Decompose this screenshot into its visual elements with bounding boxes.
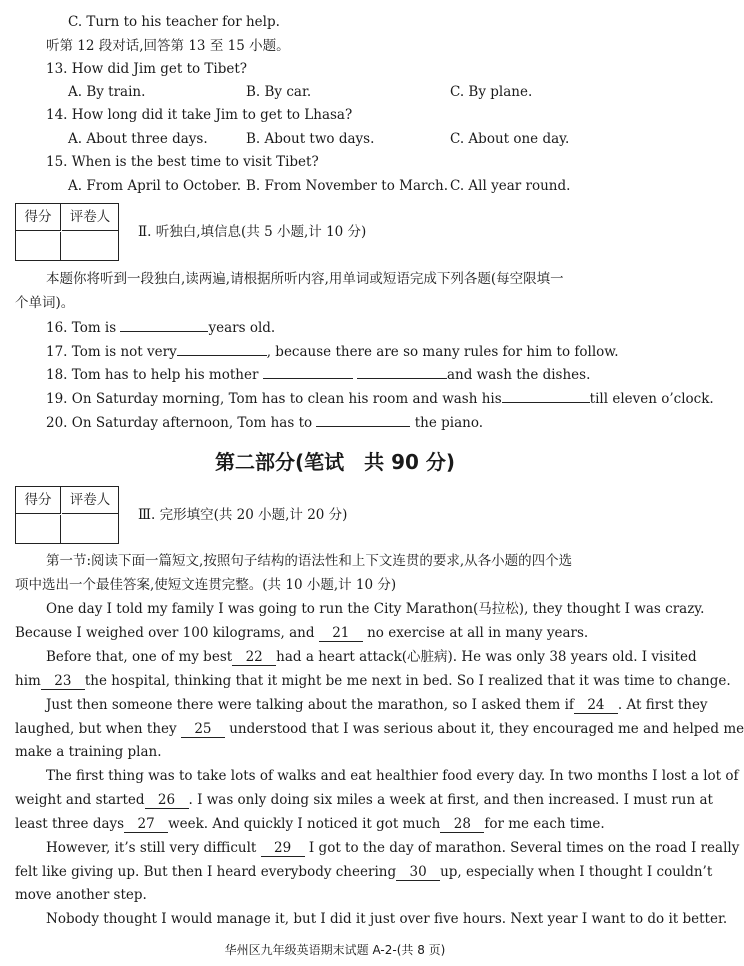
cloze-blank-29[interactable]: 29 [261,841,305,857]
part-2-title: 第二部分(笔试 共 90 分) [214,450,456,474]
passage-line: Nobody thought I would manage it, but I did it just over five hours. Next year I want to do it better. [46,911,728,927]
section-3-instruction-line2: 项中选出一个最佳答案,使短文连贯完整。(共 10 小题,计 10 分) [15,577,397,593]
cloze-blank-28[interactable]: 28 [440,817,484,833]
score-table-section-3 [15,486,119,544]
passage-line: laughed, but when they 25 understood that I was serious about it, they encouraged me and helped me [15,721,744,737]
passage-line: Before that, one of my best 22 had a heart attack(心脏病). He was only 38 years old. I visited [46,649,697,665]
section-2-instruction-line1: 本题你将听到一段独白,读两遍,请根据所听内容,用单词或短语完成下列各题(每空限填一 [46,271,564,287]
q14-option-a[interactable]: A. About three days. [68,131,208,147]
passage-line: him 23 the hospital, thinking that it might be me next in bed. So I realized that it was time to change. [15,673,731,689]
q13-option-c[interactable]: C. By plane. [450,84,533,100]
passage-line: One day I told my family I was going to run the City Marathon(马拉松), they thought I was crazy. [46,601,705,617]
q14-option-c[interactable]: C. About one day. [450,131,570,147]
question-16: 16. Tom is years old. [46,320,276,336]
passage-line: The first thing was to take lots of walks and eat healthier food every day. In two months I lost a lot of [46,768,739,784]
cloze-blank-21[interactable]: 21 [319,626,363,642]
passage-line: move another step. [15,887,147,903]
answer-blank-18b[interactable] [357,365,447,379]
page-footer: 华州区九年级英语期末试题 A-2-(共 8 页) [224,943,446,957]
score-header: 得分 [16,204,61,231]
question-13: 13. How did Jim get to Tibet? [46,61,248,77]
score-cell[interactable] [16,515,61,543]
cloze-blank-25[interactable]: 25 [181,722,225,738]
question-15: 15. When is the best time to visit Tibet? [46,154,319,170]
q15-option-c[interactable]: C. All year round. [450,178,571,194]
answer-blank-16[interactable] [120,318,208,332]
passage-line: felt like giving up. But then I heard everybody cheering 30 up, especially when I thought I couldn’t [15,864,713,880]
grader-header: 评卷人 [62,204,118,231]
question-17: 17. Tom is not very , because there are so many rules for him to follow. [46,344,619,360]
score-table-section-2 [15,203,119,261]
q13-option-a[interactable]: A. By train. [68,84,146,100]
passage-line: weight and started 26 . I was only doing six miles a week at first, and then increased. I must run at [15,792,713,808]
score-cell[interactable] [16,232,61,260]
cloze-blank-27[interactable]: 27 [124,817,168,833]
cloze-blank-24[interactable]: 24 [574,698,618,714]
q15-option-b[interactable]: B. From November to March. [246,178,448,194]
option-c-q12: C. Turn to his teacher for help. [68,14,280,30]
question-20: 20. On Saturday afternoon, Tom has to the piano. [46,415,484,431]
q15-option-a[interactable]: A. From April to October. [68,178,242,194]
passage-line: However, it’s still very difficult 29 I got to the day of marathon. Several times on the road I really [46,840,740,856]
dialog-12-instruction: 听第 12 段对话,回答第 13 至 15 小题。 [46,38,290,54]
section-3-title: Ⅲ. 完形填空(共 20 小题,计 20 分) [138,507,348,523]
passage-line: Just then someone there were talking about the marathon, so I asked them if 24 . At first they [46,697,708,713]
section-3-instruction-line1: 第一节:阅读下面一篇短文,按照句子结构的语法性和上下文连贯的要求,从各小题的四个选 [46,553,573,569]
q14-option-b[interactable]: B. About two days. [246,131,375,147]
section-2-title: Ⅱ. 听独白,填信息(共 5 小题,计 10 分) [138,224,367,240]
passage-line: make a training plan. [15,744,162,760]
answer-blank-17[interactable] [177,342,267,356]
cloze-blank-22[interactable]: 22 [232,650,276,666]
question-19: 19. On Saturday morning, Tom has to clean his room and wash his till eleven o’clock. [46,391,714,407]
q13-option-b[interactable]: B. By car. [246,84,312,100]
cloze-blank-23[interactable]: 23 [41,674,85,690]
passage-line: least three days 27 week. And quickly I noticed it got much 28 for me each time. [15,816,605,832]
answer-blank-20[interactable] [316,413,410,427]
question-14: 14. How long did it take Jim to get to Lhasa? [46,107,353,123]
passage-line: Because I weighed over 100 kilograms, and 21 no exercise at all in many years. [15,625,589,641]
question-18: 18. Tom has to help his mother and wash the dishes. [46,367,591,383]
answer-blank-19[interactable] [502,389,590,403]
answer-blank-18a[interactable] [263,365,353,379]
cloze-blank-26[interactable]: 26 [145,793,189,809]
grader-header: 评卷人 [62,487,118,514]
score-header: 得分 [16,487,61,514]
section-2-instruction-line2: 个单词)。 [15,295,75,311]
cloze-blank-30[interactable]: 30 [396,865,440,881]
